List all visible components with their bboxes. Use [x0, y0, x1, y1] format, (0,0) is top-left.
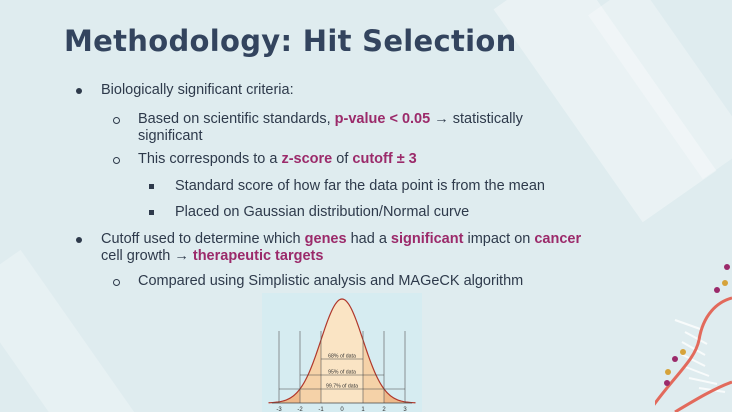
bullet-mageck — [138, 273, 523, 290]
x-tick-label: 1 — [361, 407, 365, 412]
highlight-genes: genes — [304, 231, 347, 247]
bullet-square — [149, 184, 154, 189]
bullet-text: → statistically — [430, 111, 523, 127]
normal-distribution-figure — [262, 293, 422, 412]
bullet-dot — [76, 237, 82, 243]
bullet-standard-score — [175, 178, 545, 195]
x-tick-label: 2 — [382, 407, 386, 412]
bullet-circle — [113, 157, 120, 164]
x-tick-label: -1 — [318, 407, 324, 412]
band-label: 95% of data — [328, 369, 356, 376]
bullet-text: Based on scientific standards, — [138, 111, 335, 127]
band-label: 99.7% of data — [325, 383, 359, 390]
bullet-text: Placed on Gaussian distribution/Normal curve — [175, 204, 470, 220]
highlight-pvalue: p-value < 0.05 — [334, 111, 431, 127]
x-tick-label: 3 — [403, 407, 407, 412]
bullet-criteria — [101, 82, 294, 99]
bullet-gaussian — [175, 204, 469, 221]
bullet-text: significant — [138, 128, 203, 144]
bullet-dot — [76, 88, 82, 94]
background-stripe — [588, 0, 732, 179]
x-tick-label: 0 — [340, 407, 344, 412]
bullet-text: Cutoff used to determine which — [101, 231, 305, 247]
highlight-cutoff: cutoff ± 3 — [352, 151, 417, 167]
bullet-text: This corresponds to a — [138, 151, 282, 167]
bullet-circle — [113, 117, 120, 124]
bullet-text: Compared using Simplistic analysis and MAGeCK algorithm — [138, 273, 524, 289]
bullet-text: had a — [346, 231, 391, 247]
highlight-cancer: cancer — [534, 231, 582, 247]
bullet-circle — [113, 279, 120, 286]
bullet-cutoff — [101, 231, 581, 265]
x-tick-label: -3 — [276, 407, 282, 412]
bullet-zscore — [138, 151, 417, 168]
background-stripe — [0, 250, 147, 412]
highlight-therapeutic-targets: therapeutic targets — [192, 248, 324, 264]
x-tick-label: -2 — [297, 407, 303, 412]
normal-distribution-svg — [262, 293, 422, 412]
highlight-zscore: z-score — [281, 151, 333, 167]
bullet-text: of — [332, 151, 353, 167]
bullet-text: impact on — [463, 231, 535, 247]
highlight-significant: significant — [390, 231, 464, 247]
bullet-pvalue — [138, 111, 523, 145]
slide-title: Methodology: Hit Selection — [64, 24, 517, 58]
bullet-text: cell growth → — [101, 248, 193, 264]
bullet-text: Biologically significant criteria: — [101, 82, 294, 98]
bullet-square — [149, 210, 154, 215]
dna-helix-icon — [655, 260, 732, 412]
bullet-text: Standard score of how far the data point is from the mean — [175, 178, 545, 194]
band-label: 68% of data — [328, 353, 356, 360]
